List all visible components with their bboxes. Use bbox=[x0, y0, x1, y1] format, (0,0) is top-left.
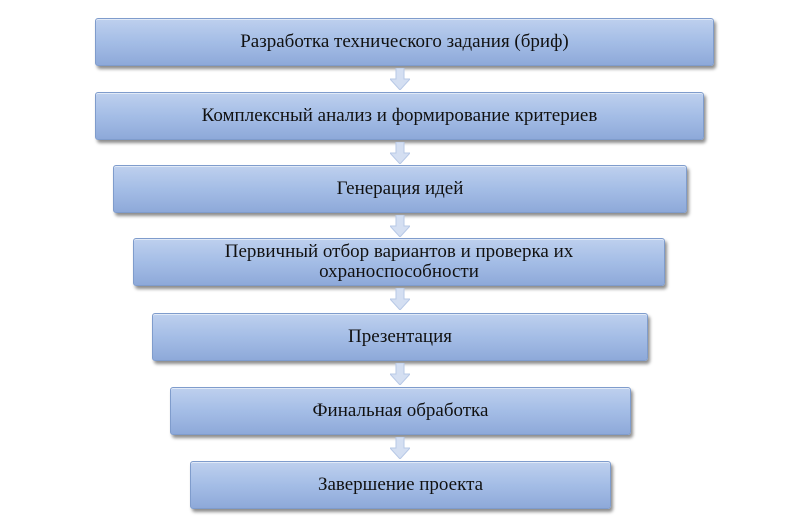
step-analysis bbox=[95, 92, 704, 140]
step-ideas bbox=[113, 165, 687, 213]
down-arrow-icon bbox=[390, 142, 410, 164]
down-arrow-icon bbox=[390, 68, 410, 90]
step-completion bbox=[190, 461, 611, 509]
step-presentation-label: Презентация bbox=[347, 326, 453, 347]
step-selection bbox=[133, 238, 665, 286]
down-arrow-icon bbox=[390, 363, 410, 385]
step-brief-label: Разработка технического задания (бриф) bbox=[240, 31, 569, 52]
step-ideas-label: Генерация идей bbox=[336, 178, 464, 199]
down-arrow-icon bbox=[390, 215, 410, 237]
step-selection-label: Первичный отбор вариантов и проверка их охраноспособности bbox=[224, 241, 574, 282]
step-completion-label: Завершение проекта bbox=[317, 474, 484, 495]
down-arrow-icon bbox=[390, 288, 410, 310]
down-arrow-icon bbox=[390, 437, 410, 459]
step-final-processing-label: Финальная обработка bbox=[312, 400, 489, 421]
step-brief bbox=[95, 18, 714, 66]
step-analysis-label: Комплексный анализ и формирование критериев bbox=[201, 105, 598, 126]
step-final-processing bbox=[170, 387, 631, 435]
step-presentation bbox=[152, 313, 648, 361]
